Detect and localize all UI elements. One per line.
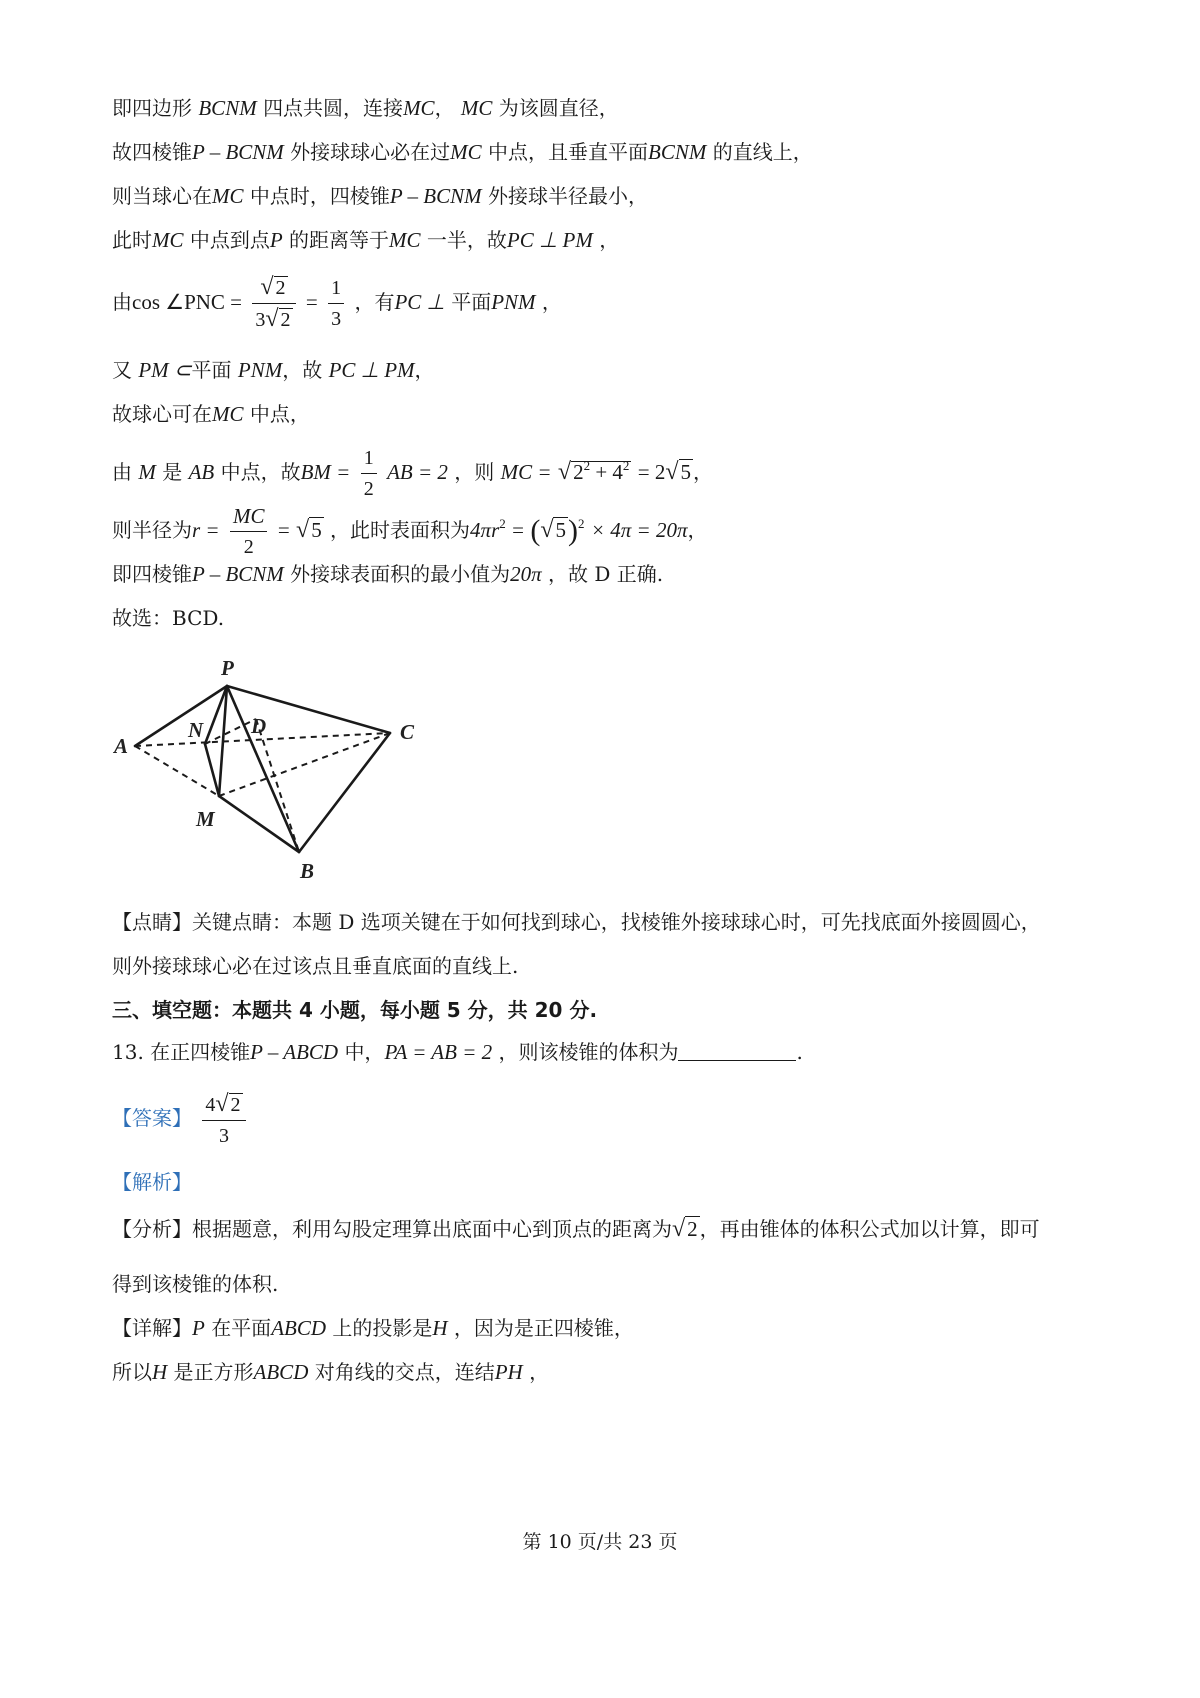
solution-line-9: 则半径为r = $\frac{MC}{2}$ = √5 ，此时表面积为$4\pi r^2 = (√5)^2 \times 4\pi = 20\pi$， — [112, 504, 708, 558]
label-C: C — [400, 720, 415, 744]
answer-label: 【答案】 — [112, 1106, 192, 1130]
fraction-mc-over-2: $\frac{MC}{2}$ — [230, 503, 268, 560]
edge-BC — [299, 733, 390, 852]
answer-fraction: $\frac{4√ 2}{3}$ — [202, 1091, 245, 1149]
label-B: B — [300, 859, 315, 883]
solution-conclusion: 故选：BCD. — [112, 606, 225, 630]
edge-NM — [205, 744, 219, 796]
question-13: 13. 在正四棱锥P – ABCD 中，PA = AB = 2 ，则该棱锥的体积为 . — [112, 1040, 803, 1064]
solution-line-5: 由cos ∠PNC = $\frac{√ 2}{3√ 2}$ = $\frac{1}{3}$ ，有PC ⊥ 平面PNM ， — [112, 274, 562, 332]
page-footer: 第 10 页/共 23 页 — [522, 1531, 678, 1553]
xiangjie-line-2: 所以H 是正方形ABCD 对角线的交点，连结PH ， — [112, 1360, 550, 1384]
solution-line-1: 即四边形 BCNM 四点共圆，连接MC， MC 为该圆直径， — [112, 96, 619, 120]
solution-line-6: 又 PM ⊂平面 PNM，故 PC ⊥ PM， — [112, 358, 435, 382]
label-A: A — [114, 734, 129, 758]
pyramid-figure — [108, 655, 438, 885]
solution-line-7: 故球心可在MC 中点， — [112, 402, 310, 426]
section-heading: 三、填空题：本题共 4 小题，每小题 5 分，共 20 分. — [112, 998, 598, 1022]
sqrt-2sq-plus-4sq: $√2^2 + 4^2$ — [557, 458, 630, 485]
xiangjie-line-1: 【详解】P 在平面ABCD 上的投影是H ，因为是正四棱锥， — [112, 1316, 634, 1340]
answer-line — [112, 1088, 1100, 1149]
label-D: D — [251, 714, 267, 738]
label-N: N — [188, 718, 204, 742]
fraction-sqrt2-over-3sqrt2: $\frac{√ 2}{3√ 2}$ — [252, 274, 295, 333]
fraction-one-third: $\frac{1}{3}$ — [328, 275, 344, 332]
dianjing-line-2: 则外接球球心必在过该点且垂直底面的直线上. — [112, 954, 519, 978]
fenxi-line-1: 【分析】根据题意，利用勾股定理算出底面中心到顶点的距离为√2 ，再由锥体的体积公式加以计算，即可 — [112, 1216, 1040, 1242]
edge-PA — [135, 686, 227, 746]
solution-line-10: 即四棱锥P – BCNM 外接球表面积的最小值为20π ，故 D 正确. — [112, 562, 664, 586]
solution-line-4: 此时MC 中点到点P 的距离等于MC 一半，故PC ⊥ PM ， — [112, 228, 620, 252]
answer-blank — [678, 1040, 796, 1061]
solution-line-8: 由 M 是 AB 中点，故BM = $\frac{1}{2}$ AB = 2 ，则 MC = $√2^2 + 4^2 = 2√5$ ， — [112, 436, 1100, 503]
dianjing-line-1: 【点睛】关键点睛：本题 D 选项关键在于如何找到球心，找棱锥外接球球心时，可先找底面外接圆圆心， — [112, 910, 1041, 934]
solution-line-3: 则当球心在MC 中点时，四棱锥P – BCNM 外接球半径最小， — [112, 184, 649, 208]
solution-line-2: 故四棱锥P – BCNM 外接球球心必在过MC 中点，且垂直平面BCNM 的直线上， — [112, 140, 813, 164]
jiexi-label: 【解析】 — [112, 1170, 192, 1194]
fraction-one-half: $\frac{1}{2}$ — [361, 445, 377, 502]
label-M: M — [196, 807, 215, 831]
label-P: P — [221, 656, 234, 680]
fenxi-line-2: 得到该棱锥的体积. — [112, 1272, 279, 1296]
